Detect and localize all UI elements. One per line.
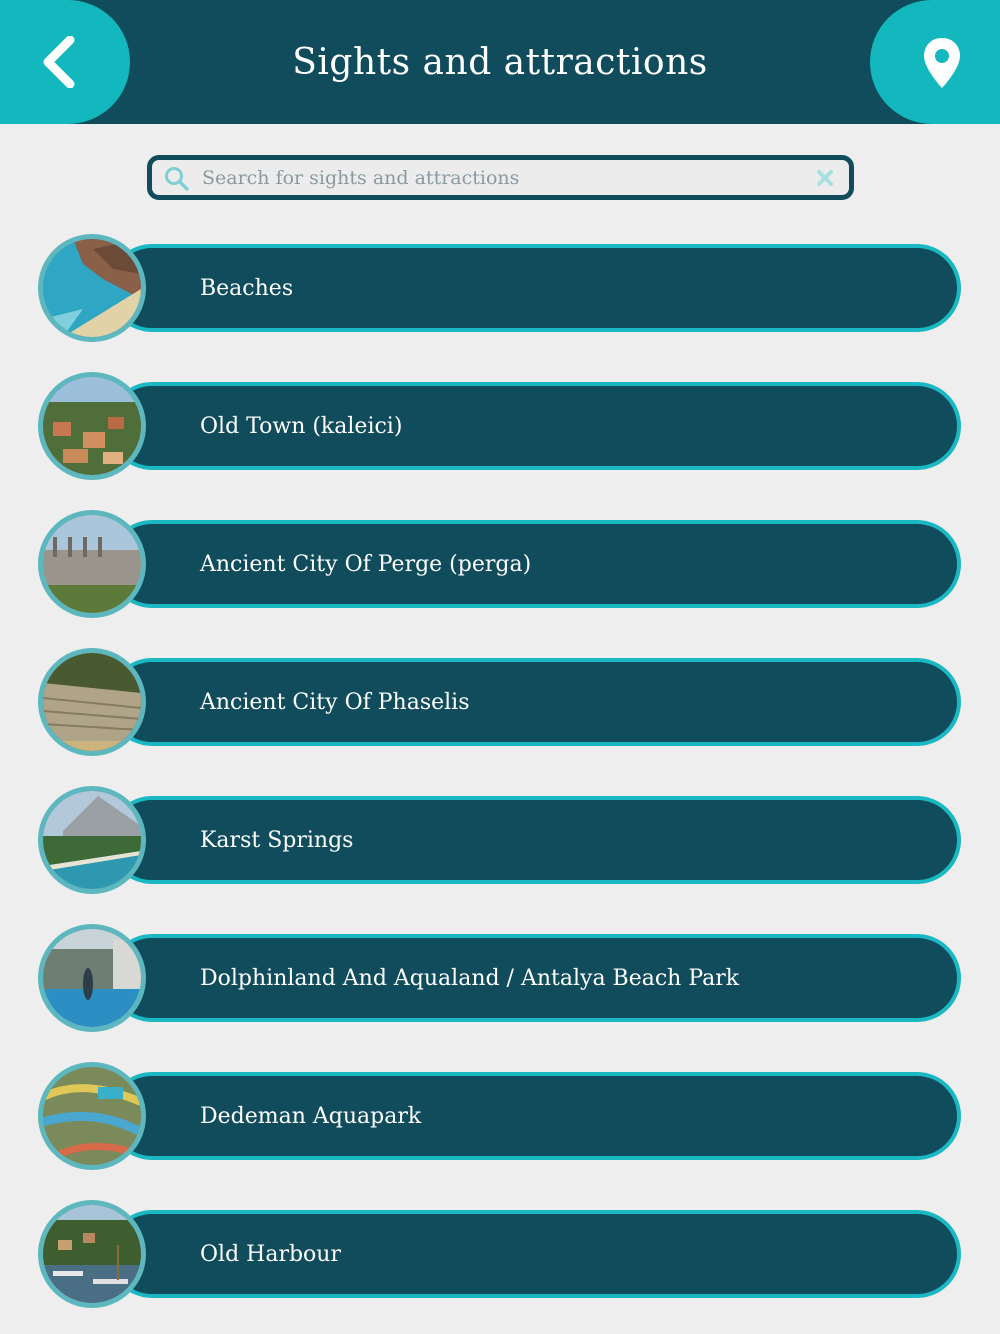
- list-item-phaselis[interactable]: [38, 648, 963, 756]
- list-item-label: Karst Springs: [200, 827, 354, 853]
- list-item-label: Dedeman Aquapark: [200, 1103, 422, 1129]
- map-pin-icon: [922, 36, 962, 90]
- beach-cove-photo: [38, 234, 146, 342]
- chevron-left-icon: [40, 36, 76, 88]
- dolphin-show-photo: [38, 924, 146, 1032]
- list-item-beaches[interactable]: [38, 234, 963, 342]
- search-input[interactable]: [202, 163, 802, 193]
- list-item-dolphinland[interactable]: [38, 924, 963, 1032]
- list-item-label: Old Harbour: [200, 1241, 341, 1267]
- list-item-label: Old Town (kaleici): [200, 413, 403, 439]
- ruins-columns-photo: [38, 510, 146, 618]
- clear-search-icon[interactable]: [815, 168, 835, 188]
- coast-mountains-photo: [38, 786, 146, 894]
- header-bar: [0, 0, 1000, 124]
- list-item-old-town[interactable]: [38, 372, 963, 480]
- list-item-label: Beaches: [200, 275, 294, 301]
- waterpark-slides-photo: [38, 1062, 146, 1170]
- search-bar: [147, 155, 854, 200]
- old-town-rooftops-photo: [38, 372, 146, 480]
- harbour-boats-photo: [38, 1200, 146, 1308]
- list-item-dedeman-aquapark[interactable]: [38, 1062, 963, 1170]
- list-item-label: Ancient City Of Phaselis: [200, 689, 470, 715]
- list-item-karst-springs[interactable]: [38, 786, 963, 894]
- list-item-label: Ancient City Of Perge (perga): [200, 551, 532, 577]
- page-title: Sights and attractions: [292, 41, 708, 83]
- list-item-old-harbour[interactable]: [38, 1200, 963, 1308]
- amphitheater-photo: [38, 648, 146, 756]
- list-item-perge[interactable]: [38, 510, 963, 618]
- back-button[interactable]: [0, 0, 130, 124]
- list-item-label: Dolphinland And Aqualand / Antalya Beach Park: [200, 965, 740, 991]
- map-pin-button[interactable]: [870, 0, 1000, 124]
- search-icon: [164, 166, 190, 192]
